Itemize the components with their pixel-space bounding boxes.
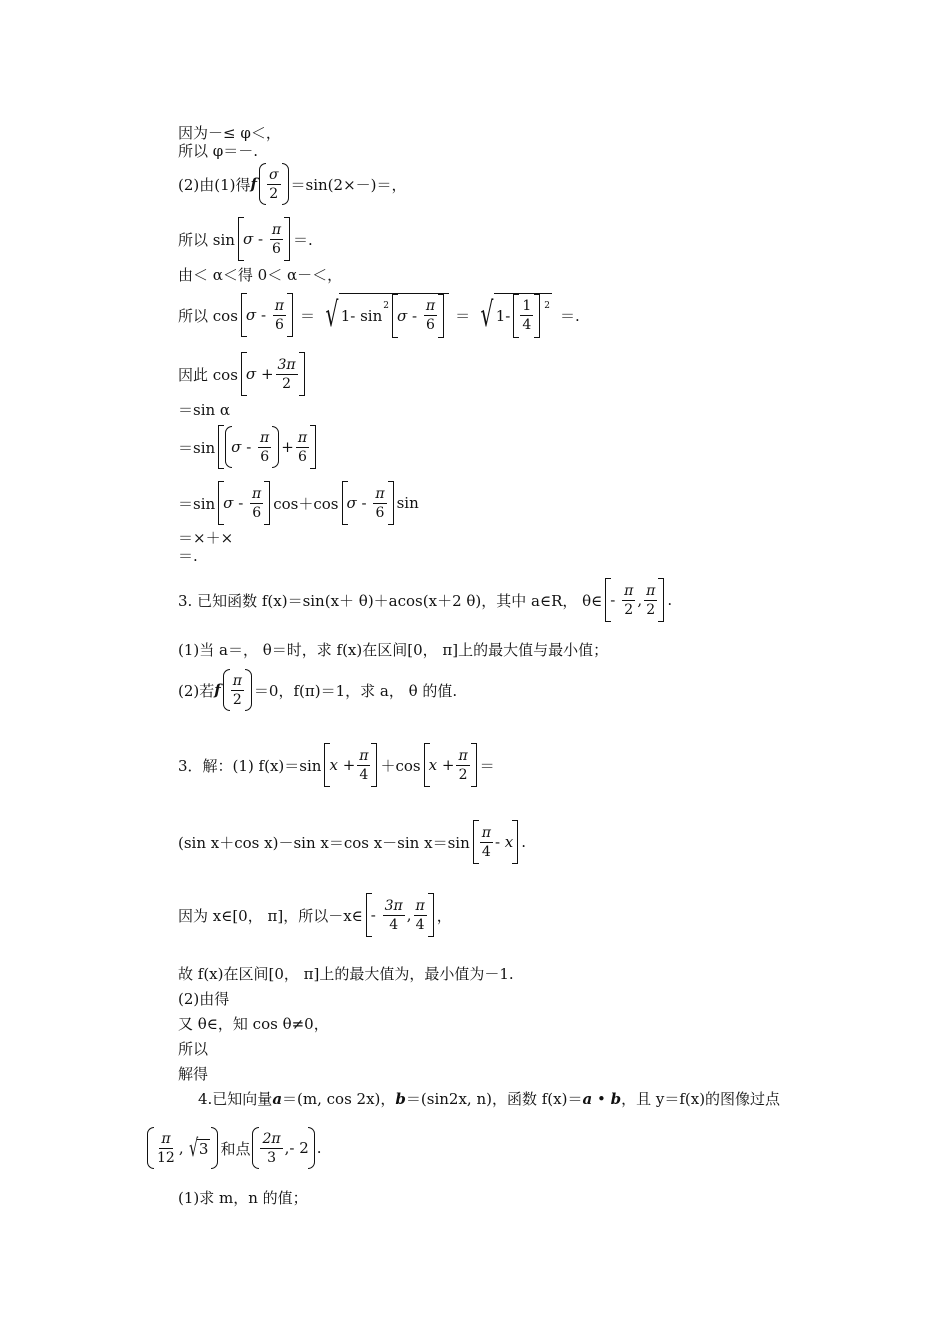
- text-line: ＝.: [178, 547, 198, 565]
- question-4-points: $\frac{\pi}{12}$ , √ 3 和点 $\frac{2\pi}{3}$ , - 2 .: [145, 1118, 322, 1178]
- bracket-group: σ - $\frac{\pi}{6}$: [241, 293, 293, 337]
- sqrt: √ 1- $\frac{1}{4}$ 2: [476, 293, 552, 338]
- solution-3-line: 3．解：(1) f(x)＝sin x + $\frac{\pi}{4}$ ＋cos x + $\frac{\pi}{2}$ ＝: [178, 735, 495, 795]
- math-line: (2)由(1)得 f $\frac{\sigma}{2}$ ＝sin(2×－)＝，: [178, 154, 407, 214]
- math-line: ＝sin σ - $\frac{\pi}{6}$ cos＋cos σ - $\frac{\pi}{6}$ sin: [178, 473, 419, 533]
- math-line: 所以 cos σ - $\frac{\pi}{6}$ ＝ √ 1- sin 2 σ - $\frac{\pi}{6}$ ＝ √ 1- $\frac{1}{4}$ 2 ＝.: [178, 285, 580, 345]
- bracket-group: σ + $\frac{3\pi}{2}$: [241, 352, 305, 396]
- math-line: ＝sin σ - $\frac{\pi}{6}$ + $\frac{\pi}{6}$: [178, 417, 319, 477]
- fraction: $\frac{\sigma}{2}$: [268, 166, 279, 202]
- bracket-group: σ - $\frac{\pi}{6}$: [238, 217, 290, 261]
- paren-group: [259, 162, 289, 206]
- question-4-part-1: (1)求 m，n 的值；: [178, 1189, 308, 1207]
- bracket-group: σ - $\frac{\pi}{6}$ + $\frac{\pi}{6}$: [218, 425, 316, 469]
- sqrt: √ 1- sin 2 σ - $\frac{\pi}{6}$: [321, 293, 449, 338]
- text-line: ＝×＋×: [178, 529, 234, 547]
- text-line: (2)由得: [178, 990, 230, 1008]
- math-line: 因此 cos σ + $\frac{3\pi}{2}$: [178, 344, 308, 404]
- text-line: 所以 φ＝－.: [178, 142, 259, 160]
- solution-3-line: (sin x＋cos x)－sin x＝cos x－sin x＝sin $\frac{\pi}{4}$ - x .: [178, 812, 526, 872]
- math-line: 所以 sin σ - $\frac{\pi}{6}$ ＝.: [178, 209, 313, 269]
- question-3-part-2: (2)若 f $\frac{\pi}{2}$ ＝0，f(π)＝1，求 a， θ 的值.: [178, 660, 457, 720]
- text-line: 所以: [178, 1040, 209, 1058]
- text-line: 因为－≤ φ＜，: [178, 124, 281, 142]
- text-line: 解得: [178, 1065, 209, 1083]
- question-4: 4.已知向量a＝(m, cos 2x)，b＝(sin2x, n)，函数 f(x)＝a • b，且 y＝f(x)的图像过点: [198, 1090, 781, 1108]
- solution-3-line: 因为 x∈[0， π]，所以－x∈ - $\frac{3\pi}{4}$ , $\frac{\pi}{4}$ ，: [178, 885, 452, 945]
- text-line: 故 f(x)在区间[0， π]上的最大值为，最小值为－1.: [178, 965, 514, 983]
- text-line: ＝sin α: [178, 401, 231, 419]
- text-line: 由＜ α＜得 0＜ α－＜，: [178, 266, 343, 284]
- question-3-part-1: (1)当 a＝， θ＝时，求 f(x)在区间[0， π]上的最大值与最小值；: [178, 641, 609, 659]
- text-line: 又 θ∈，知 cos θ≠0，: [178, 1015, 329, 1033]
- question-3: 3. 已知函数 f(x)＝sin(x＋ θ)＋acos(x＋2 θ)，其中 a∈R， θ∈ - $\frac{\pi}{2}$ , $\frac{\pi}{2}$ .: [178, 570, 672, 630]
- fraction: $\frac{\pi}{6}$: [271, 221, 282, 257]
